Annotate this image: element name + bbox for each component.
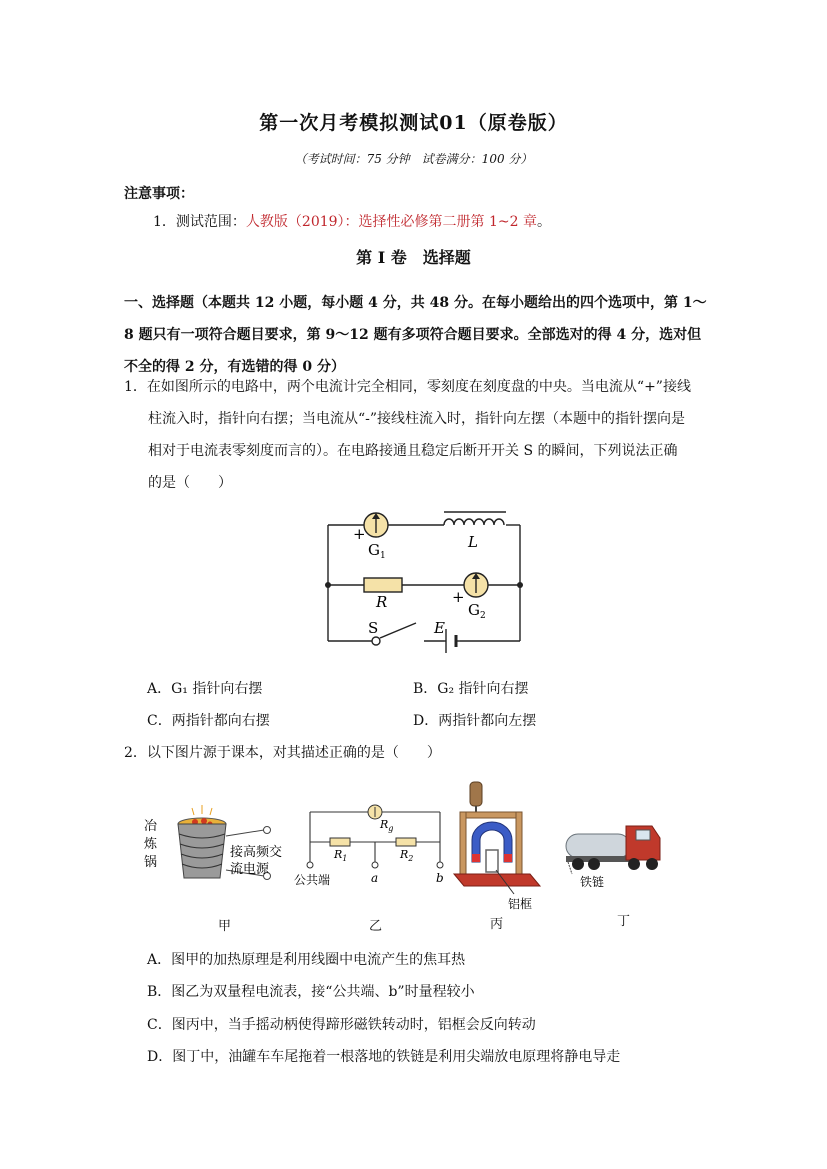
circuit-diagram bbox=[320, 505, 530, 663]
galvanometer-rg-icon bbox=[368, 805, 382, 819]
question-1-line-1: 在如图所示的电路中，两个电流计完全相同，零刻度在刻度盘的中央。当电流从“+”接线 bbox=[146, 379, 691, 395]
resistor-r1-icon bbox=[330, 838, 350, 846]
jia-label-1: 冶 bbox=[144, 819, 158, 834]
battery-label: E bbox=[434, 619, 445, 637]
yi-b-label: b bbox=[436, 871, 444, 885]
question-2-number: 2． bbox=[124, 745, 147, 761]
question-1-line-4: 的是（ ） bbox=[148, 475, 232, 491]
question-1-number: 1． bbox=[124, 379, 147, 395]
question-2 bbox=[124, 737, 708, 769]
yi-rg-label: $R_g$ bbox=[380, 818, 394, 833]
inductor-label: L bbox=[468, 533, 478, 551]
figure-ding bbox=[560, 812, 670, 892]
junction-dot-left bbox=[325, 582, 331, 588]
resistor-r2-icon bbox=[396, 838, 416, 846]
inductor-icon bbox=[444, 512, 506, 525]
bing-frame-label: 铝框 bbox=[508, 897, 533, 911]
caption-ding: 丁 bbox=[617, 914, 631, 929]
jia-label-3: 锅 bbox=[144, 855, 158, 870]
g1-label: $G_1$ bbox=[368, 541, 386, 561]
ding-chain-label: 铁链 bbox=[580, 875, 605, 889]
yi-r1-label: $R_1$ bbox=[334, 848, 348, 863]
question-1-option-a: A．G₁ 指针向右摆 bbox=[147, 681, 263, 697]
g2-label: $G_2$ bbox=[468, 601, 486, 621]
g2-plus: + bbox=[452, 588, 465, 606]
caption-yi: 乙 bbox=[369, 919, 383, 934]
resistor-label: R bbox=[376, 593, 388, 611]
yi-common-label: 公共端 bbox=[294, 873, 331, 887]
question-2-option-c: C．图丙中，当手摇动柄使得蹄形磁铁转动时，铝框会反向转动 bbox=[147, 1017, 536, 1033]
horseshoe-magnet-icon bbox=[472, 822, 512, 862]
yi-r2-label: $R_2$ bbox=[400, 848, 414, 863]
scope-suffix: 。 bbox=[537, 214, 551, 230]
aluminum-frame-icon bbox=[486, 850, 498, 872]
jia-label-2: 炼 bbox=[144, 837, 158, 852]
question-1-option-d: D．两指针都向左摆 bbox=[413, 713, 537, 729]
question-1-option-c: C．两指针都向右摆 bbox=[147, 713, 270, 729]
galvanometer-g2-icon bbox=[464, 573, 488, 597]
jia-power-1: 接高频交 bbox=[230, 845, 283, 860]
battery-icon bbox=[444, 629, 460, 653]
figure-bing bbox=[448, 778, 548, 912]
resistor-icon bbox=[364, 578, 402, 592]
switch-icon bbox=[372, 637, 380, 645]
furnace-icon bbox=[178, 805, 226, 878]
g1-plus: + bbox=[353, 525, 366, 543]
question-1 bbox=[124, 371, 708, 499]
page-title: 第一次月考模拟测试01（原卷版） bbox=[259, 112, 568, 134]
exam-info: （考试时间：75 分钟 试卷满分：100 分） bbox=[294, 152, 533, 166]
terminal-top bbox=[264, 827, 271, 834]
scope-text: 人教版（2019）：选择性必修第二册第 1~2 章 bbox=[245, 214, 537, 230]
figure-yi bbox=[290, 798, 450, 888]
section-instructions: 一、选择题（本题共 12 小题，每小题 4 分，共 48 分。在每小题给出的四个选项中，第 1～8 题只有一项符合题目要求，第 9～12 题有多项符合题目要求。全部选对的得 4 分，选对但不全的得 2 分，有选错的得 0 分） bbox=[124, 295, 707, 375]
scope-prefix: 1．测试范围： bbox=[153, 214, 246, 230]
figure-jia bbox=[140, 800, 300, 890]
junction-dot-right bbox=[517, 582, 523, 588]
question-2-option-a: A．图甲的加热原理是利用线圈中电流产生的焦耳热 bbox=[147, 952, 466, 968]
question-1-option-b: B．G₂ 指针向右摆 bbox=[413, 681, 529, 697]
jia-power-2: 流电源 bbox=[230, 862, 270, 877]
question-1-line-2: 柱流入时，指针向右摆；当电流从“-”接线柱流入时，指针向左摆（本题中的指针摆向是 bbox=[148, 411, 686, 427]
question-2-option-b: B．图乙为双量程电流表，接“公共端、b”时量程较小 bbox=[147, 984, 475, 1000]
galvanometer-g1-icon bbox=[364, 513, 388, 537]
question-2-option-d: D．图丁中，油罐车车尾拖着一根落地的铁链是利用尖端放电原理将静电导走 bbox=[147, 1049, 621, 1065]
question-1-line-3: 相对于电流表零刻度而言的）。在电路接通且稳定后断开开关 S 的瞬间，下列说法正确 bbox=[148, 443, 678, 459]
caption-bing: 丙 bbox=[490, 917, 504, 932]
caption-jia: 甲 bbox=[218, 919, 232, 934]
question-2-stem: 以下图片源于课本，对其描述正确的是（ ） bbox=[146, 745, 441, 761]
notice-heading: 注意事项： bbox=[124, 186, 194, 202]
switch-label: S bbox=[368, 619, 379, 637]
yi-a-label: a bbox=[371, 871, 379, 885]
section-title: 第 I 卷 选择题 bbox=[356, 248, 471, 267]
tanker-truck-icon bbox=[566, 826, 660, 874]
test-scope bbox=[153, 211, 551, 231]
